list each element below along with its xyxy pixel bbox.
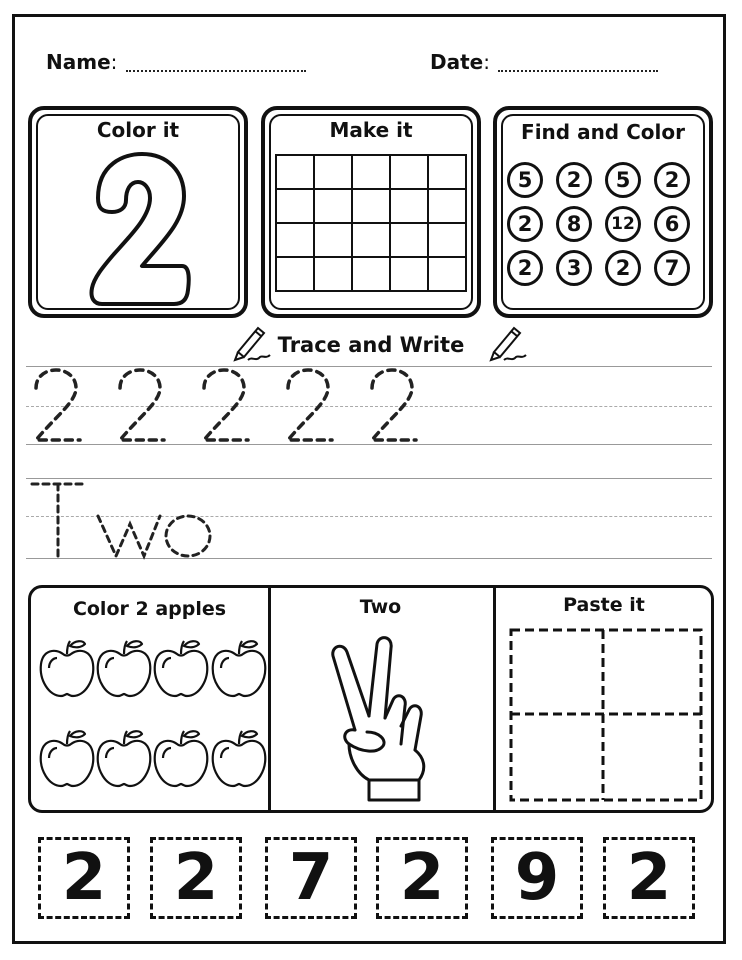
apples-group: [37, 632, 267, 804]
grid-cell[interactable]: [428, 155, 466, 189]
date-field[interactable]: [498, 70, 658, 72]
number-circle[interactable]: 12: [605, 206, 641, 242]
grid-cell[interactable]: [314, 155, 352, 189]
number-circles: [507, 162, 695, 286]
date-label-text: Date: [430, 50, 484, 74]
number-card[interactable]: 9: [491, 837, 583, 919]
apple-icon: [98, 641, 151, 696]
grid-cell[interactable]: [390, 189, 428, 223]
number-card[interactable]: 2: [376, 837, 468, 919]
outlined-number-2[interactable]: [84, 150, 194, 310]
grid-cell[interactable]: [352, 189, 390, 223]
find-and-color-box: [493, 106, 713, 318]
number-circle[interactable]: 2: [605, 250, 641, 286]
number-circle[interactable]: 6: [654, 206, 690, 242]
paste-it-title: Paste it: [563, 594, 645, 616]
number-circle[interactable]: 7: [654, 250, 690, 286]
trace-word-two[interactable]: [26, 476, 226, 560]
grid-cell[interactable]: [428, 223, 466, 257]
grid-cell[interactable]: [276, 155, 314, 189]
color-it-title: Color it: [96, 118, 180, 142]
number-circle[interactable]: 2: [654, 162, 690, 198]
trace-and-write-title: Trace and Write: [277, 333, 465, 357]
name-label: [46, 50, 117, 74]
number-circle[interactable]: 5: [605, 162, 641, 198]
grid-cell[interactable]: [276, 189, 314, 223]
number-card[interactable]: 2: [150, 837, 242, 919]
number-card[interactable]: 2: [38, 837, 130, 919]
make-it-box: [261, 106, 481, 318]
peace-sign-hand-icon: [321, 634, 441, 809]
grid-cell[interactable]: [276, 257, 314, 291]
number-circle[interactable]: 2: [507, 250, 543, 286]
apple-icon: [98, 731, 151, 786]
pencil-icon: [486, 322, 530, 362]
number-circle[interactable]: 8: [556, 206, 592, 242]
grid-cell[interactable]: [390, 155, 428, 189]
trace-digit-row[interactable]: [26, 364, 446, 448]
apple-icon: [41, 641, 94, 696]
number-card[interactable]: 2: [603, 837, 695, 919]
number-circle[interactable]: 2: [507, 206, 543, 242]
grid-cell[interactable]: [352, 155, 390, 189]
grid-cell[interactable]: [314, 189, 352, 223]
ten-frame-grid: [275, 154, 467, 292]
name-colon: :: [110, 50, 118, 74]
grid-cell[interactable]: [352, 257, 390, 291]
apple-icon: [213, 731, 266, 786]
grid-cell[interactable]: [428, 257, 466, 291]
apple-icon: [41, 731, 94, 786]
find-and-color-title: Find and Color: [521, 120, 685, 144]
grid-cell[interactable]: [390, 257, 428, 291]
two-hand-title: Two: [359, 596, 402, 618]
grid-cell[interactable]: [428, 189, 466, 223]
color-it-box: [28, 106, 248, 318]
number-card[interactable]: 7: [265, 837, 357, 919]
grid-cell[interactable]: [352, 223, 390, 257]
section-divider: [268, 588, 271, 810]
number-circle[interactable]: 5: [507, 162, 543, 198]
section-divider: [493, 588, 496, 810]
grid-cell[interactable]: [390, 223, 428, 257]
number-circle[interactable]: 2: [556, 162, 592, 198]
color-apples-title: Color 2 apples: [72, 598, 227, 620]
paste-area-grid[interactable]: [507, 626, 705, 804]
apple-icon: [213, 641, 266, 696]
bottom-activities-box: [28, 585, 714, 813]
date-colon: :: [483, 50, 490, 74]
apple-icon: [155, 641, 208, 696]
name-label-text: Name: [46, 50, 111, 74]
grid-cell[interactable]: [314, 257, 352, 291]
make-it-title: Make it: [329, 118, 413, 142]
grid-cell[interactable]: [276, 223, 314, 257]
number-circle[interactable]: 3: [556, 250, 592, 286]
apple-icon: [155, 731, 208, 786]
grid-cell[interactable]: [314, 223, 352, 257]
name-field[interactable]: [126, 70, 306, 72]
date-label: [430, 50, 490, 74]
